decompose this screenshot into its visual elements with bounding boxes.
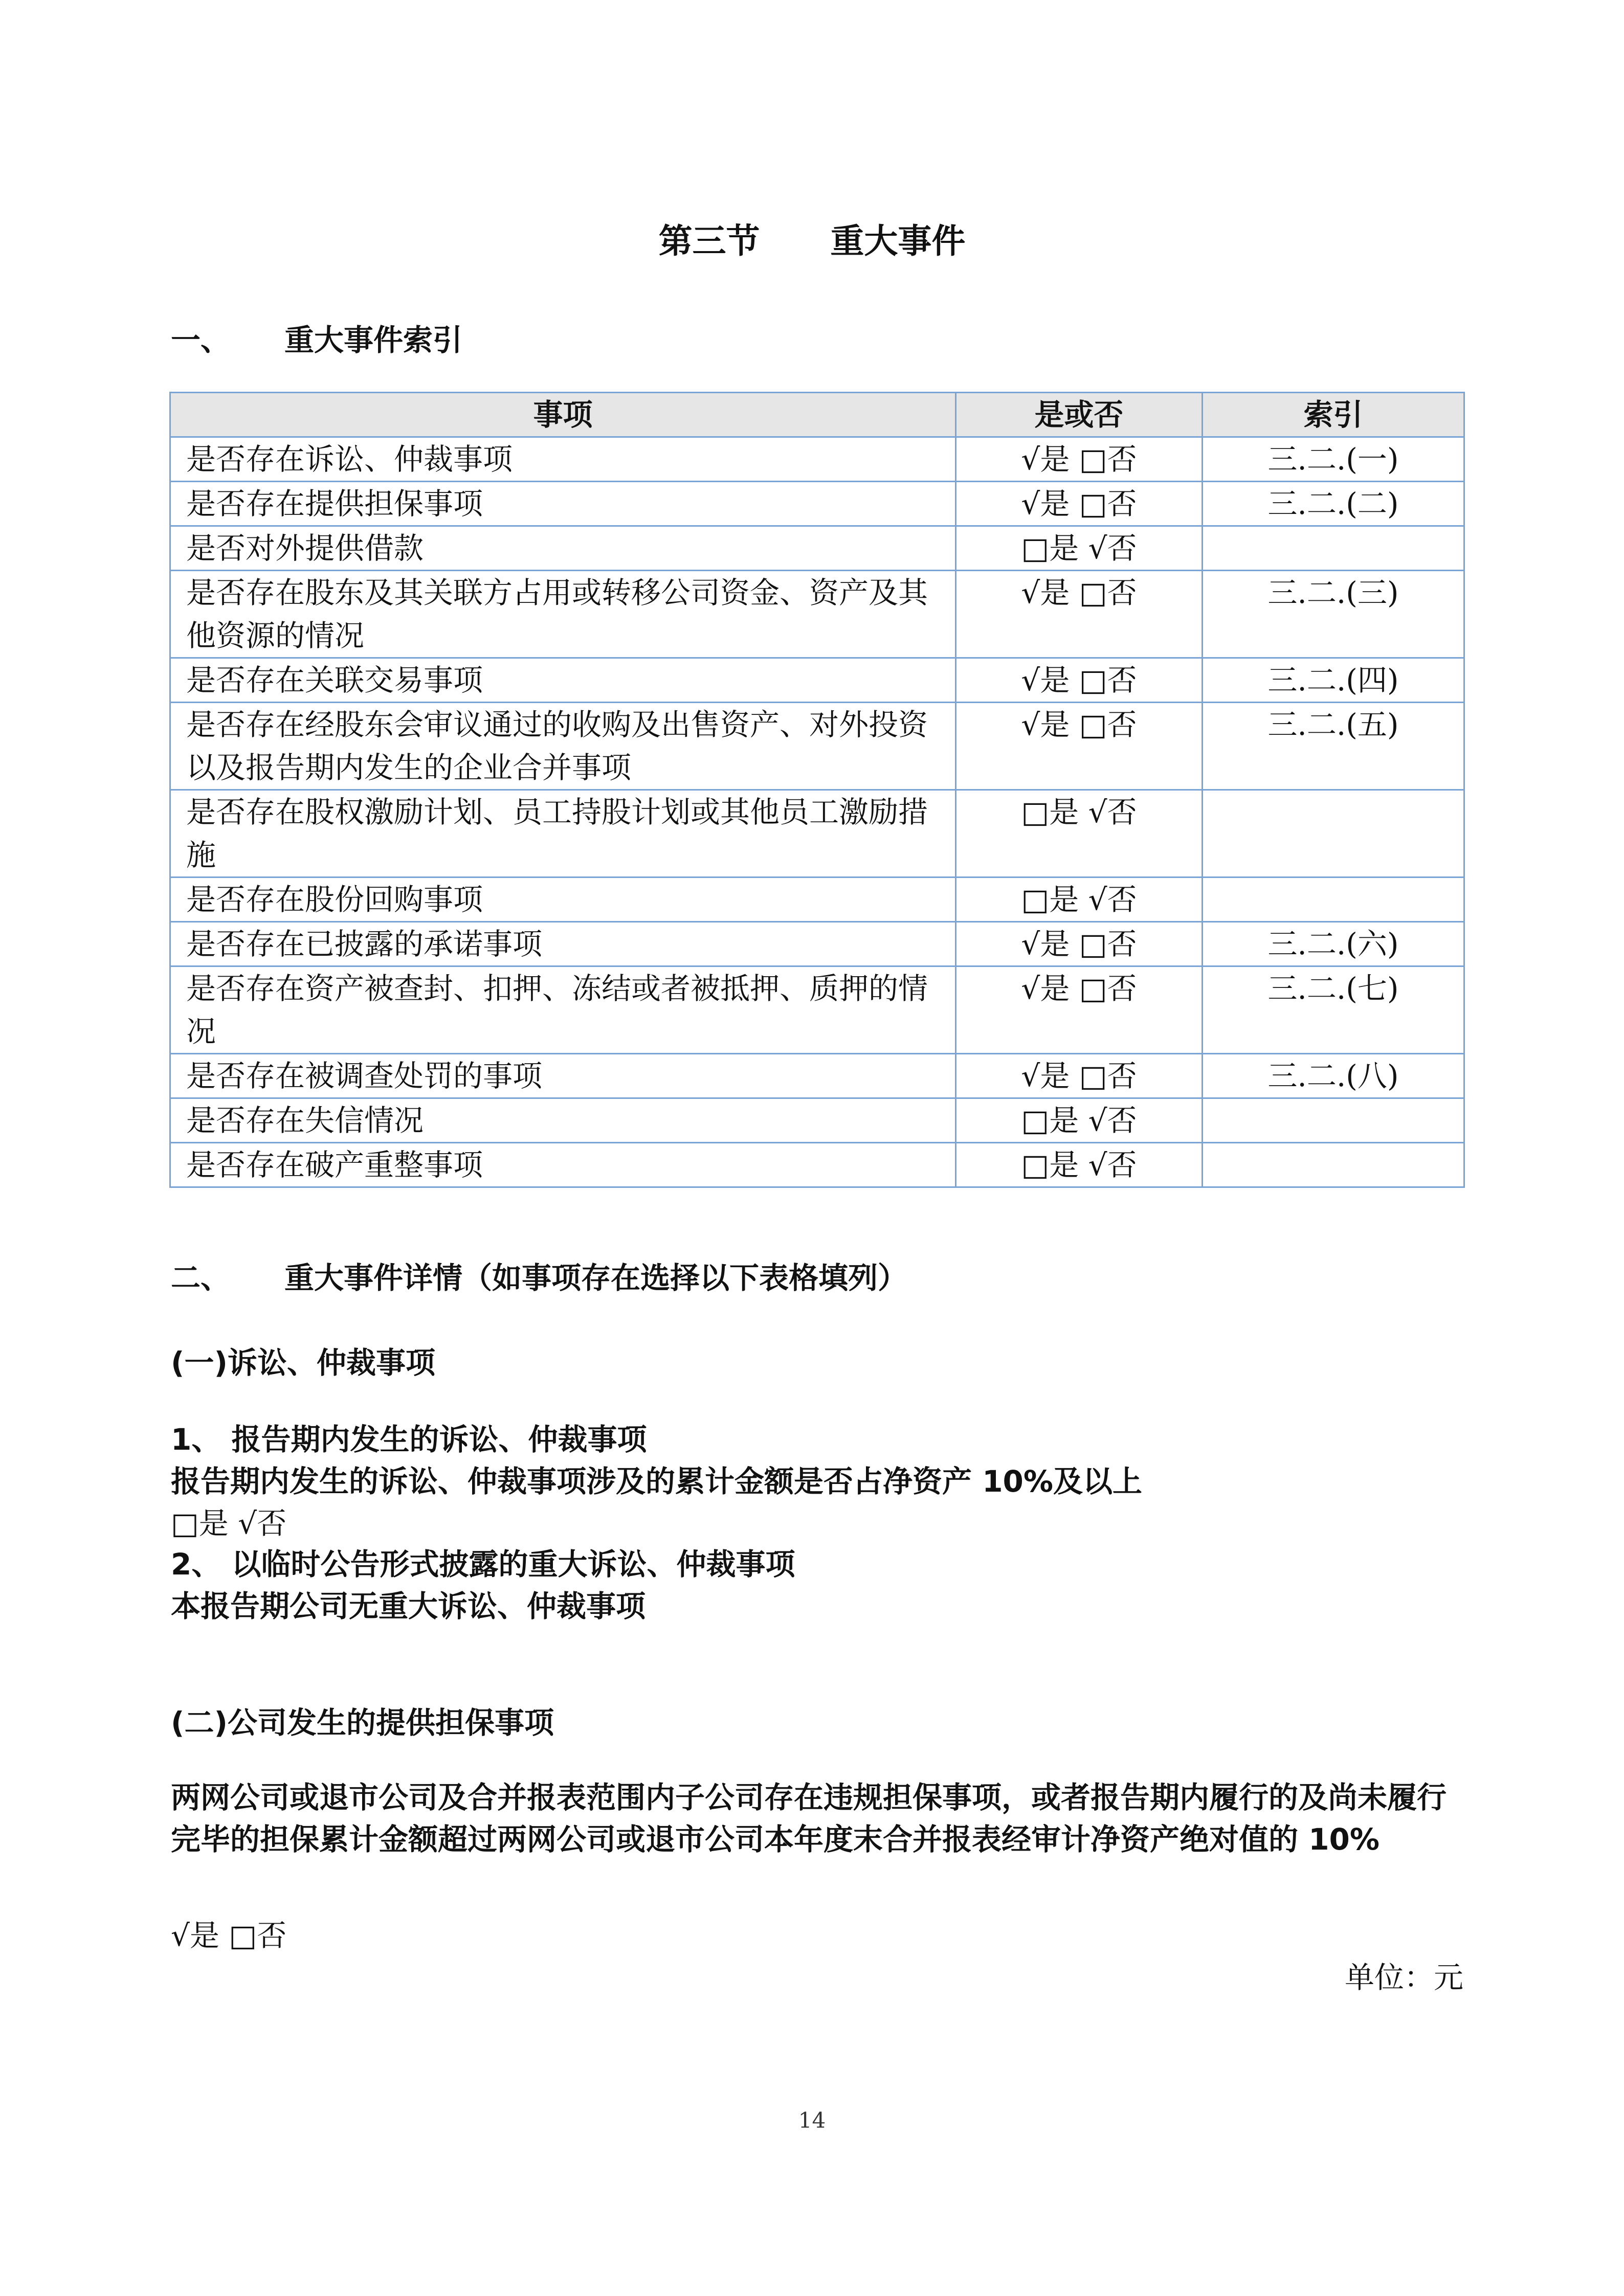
subsection-guarantee-title: (二)公司发生的提供担保事项	[171, 1705, 554, 1740]
subsection-litigation-title: (一)诉讼、仲裁事项	[171, 1345, 436, 1380]
column-header-yesno: 是或否	[956, 393, 1203, 437]
ref-cell	[1203, 1098, 1464, 1143]
ref-cell	[1203, 1143, 1464, 1187]
litigation-item2-title: 2、 以临时公告形式披露的重大诉讼、仲裁事项	[171, 1547, 795, 1582]
item-cell: 是否存在破产重整事项	[170, 1143, 956, 1187]
ref-cell: 三.二.(三)	[1203, 571, 1464, 658]
index-heading	[171, 316, 462, 359]
table-row	[170, 526, 1464, 571]
ref-cell: 三.二.(五)	[1203, 703, 1464, 790]
litigation-item1-answer: □是 √否	[171, 1506, 287, 1541]
section-title: 第三节 重大事件	[658, 221, 966, 261]
unit-label: 单位：元	[1344, 1960, 1463, 1995]
ref-cell	[1203, 790, 1464, 877]
table-row	[170, 437, 1464, 482]
table-row	[170, 1054, 1464, 1098]
column-header-ref: 索引	[1203, 393, 1464, 437]
yesno-cell: √是 □否	[956, 437, 1203, 482]
table-row	[170, 658, 1464, 703]
table-row	[170, 571, 1464, 658]
yesno-cell: □是 √否	[956, 1098, 1203, 1143]
ref-cell: 三.二.(七)	[1203, 966, 1464, 1054]
table-row	[170, 1143, 1464, 1187]
item-cell: 是否存在股权激励计划、员工持股计划或其他员工激励措施	[170, 790, 956, 877]
table-row	[170, 966, 1464, 1054]
item-cell: 是否存在关联交易事项	[170, 658, 956, 703]
yesno-cell: □是 √否	[956, 877, 1203, 922]
yesno-cell: √是 □否	[956, 966, 1203, 1054]
details-heading	[171, 1254, 907, 1297]
table-row	[170, 482, 1464, 526]
table-row	[170, 922, 1464, 966]
ref-cell: 三.二.(八)	[1203, 1054, 1464, 1098]
ref-cell: 三.二.(四)	[1203, 658, 1464, 703]
item-cell: 是否对外提供借款	[170, 526, 956, 571]
yesno-cell: √是 □否	[956, 658, 1203, 703]
table-row	[170, 1098, 1464, 1143]
litigation-item1-title: 1、 报告期内发生的诉讼、仲裁事项	[171, 1422, 647, 1457]
item-cell: 是否存在诉讼、仲裁事项	[170, 437, 956, 482]
major-events-index-table	[169, 392, 1465, 1188]
yesno-cell: √是 □否	[956, 703, 1203, 790]
litigation-item1-question: 报告期内发生的诉讼、仲裁事项涉及的累计金额是否占净资产 10%及以上	[171, 1464, 1143, 1499]
item-cell: 是否存在股份回购事项	[170, 877, 956, 922]
guarantee-question: 两网公司或退市公司及合并报表范围内子公司存在违规担保事项，或者报告期内履行的及尚未履行完毕的担保累计金额超过两网公司或退市公司本年度末合并报表经审计净资产绝对值的 10%	[171, 1780, 1447, 1857]
index-heading-number: 一、	[171, 323, 231, 357]
yesno-cell: □是 √否	[956, 790, 1203, 877]
page-number: 14	[798, 2108, 826, 2133]
item-cell: 是否存在已披露的承诺事项	[170, 922, 956, 966]
litigation-item2-text: 本报告期公司无重大诉讼、仲裁事项	[171, 1589, 646, 1624]
item-cell: 是否存在提供担保事项	[170, 482, 956, 526]
item-cell: 是否存在经股东会审议通过的收购及出售资产、对外投资以及报告期内发生的企业合并事项	[170, 703, 956, 790]
index-heading-text: 重大事件索引	[284, 323, 463, 357]
table-row	[170, 877, 1464, 922]
yesno-cell: √是 □否	[956, 571, 1203, 658]
table-header-row	[170, 393, 1464, 437]
yesno-cell: √是 □否	[956, 1054, 1203, 1098]
yesno-cell: √是 □否	[956, 922, 1203, 966]
table-row	[170, 790, 1464, 877]
table-row	[170, 703, 1464, 790]
details-heading-number: 二、	[171, 1260, 231, 1295]
item-cell: 是否存在失信情况	[170, 1098, 956, 1143]
ref-cell: 三.二.(一)	[1203, 437, 1464, 482]
item-cell: 是否存在股东及其关联方占用或转移公司资金、资产及其他资源的情况	[170, 571, 956, 658]
yesno-cell: √是 □否	[956, 482, 1203, 526]
ref-cell: 三.二.(二)	[1203, 482, 1464, 526]
guarantee-answer: √是 □否	[171, 1918, 287, 1953]
item-cell: 是否存在资产被查封、扣押、冻结或者被抵押、质押的情况	[170, 966, 956, 1054]
item-cell: 是否存在被调查处罚的事项	[170, 1054, 956, 1098]
yesno-cell: □是 √否	[956, 526, 1203, 571]
ref-cell	[1203, 877, 1464, 922]
column-header-item: 事项	[170, 393, 956, 437]
yesno-cell: □是 √否	[956, 1143, 1203, 1187]
ref-cell: 三.二.(六)	[1203, 922, 1464, 966]
details-heading-text: 重大事件详情（如事项存在选择以下表格填列）	[284, 1260, 908, 1295]
ref-cell	[1203, 526, 1464, 571]
